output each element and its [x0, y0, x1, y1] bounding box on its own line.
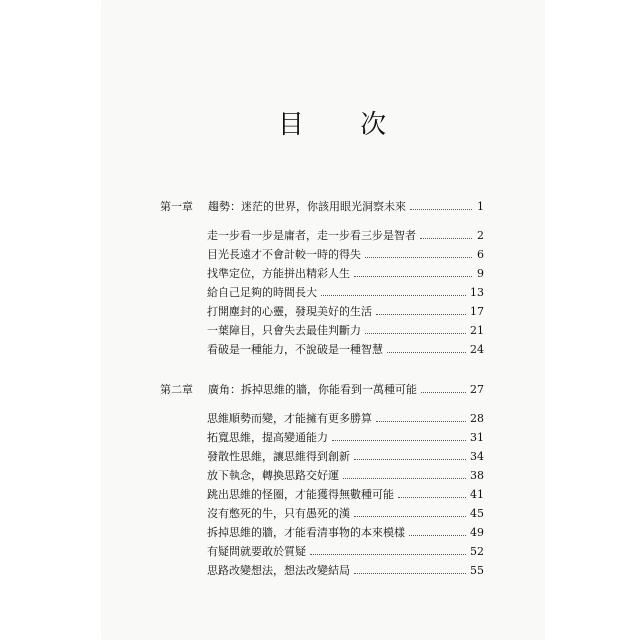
dot-leader — [310, 553, 466, 555]
section-entry — [207, 467, 484, 483]
section-entry — [207, 303, 484, 319]
section-entry — [207, 448, 484, 464]
page-number: 55 — [470, 564, 484, 577]
section-title: 拓寬思維，提高變通能力 — [207, 431, 328, 444]
page-number: 24 — [470, 343, 484, 356]
page-number: 31 — [470, 431, 484, 444]
section-entry — [207, 410, 484, 426]
section-title: 一葉障目，只會失去最佳判斷力 — [207, 324, 361, 337]
page-number: 38 — [470, 469, 484, 482]
dot-leader — [376, 420, 466, 422]
dot-leader — [387, 351, 466, 353]
dot-leader — [410, 208, 472, 210]
dot-leader — [376, 313, 466, 315]
section-entry — [207, 562, 484, 578]
dot-leader — [365, 256, 472, 258]
section-entry — [207, 246, 484, 262]
section-title: 走一步看一步是庸者，走一步看三步是智者 — [207, 229, 416, 242]
page-number: 34 — [470, 450, 484, 463]
page-number: 21 — [470, 324, 484, 337]
chapter-number: 第二章 — [160, 383, 193, 396]
section-title: 看破是一種能力，不說破是一種智慧 — [207, 343, 383, 356]
section-entry — [207, 543, 484, 559]
dot-leader — [354, 572, 466, 574]
section-title: 沒有憋死的牛，只有愚死的漢 — [207, 507, 350, 520]
dot-leader — [409, 534, 466, 536]
dot-leader — [354, 515, 466, 517]
page-number: 27 — [470, 383, 484, 396]
section-title: 目光長遠才不會計較一時的得失 — [207, 248, 361, 261]
page-number: 9 — [477, 267, 484, 280]
section-entry — [207, 322, 484, 338]
page-number: 52 — [470, 545, 484, 558]
chapter-entry — [160, 381, 484, 397]
section-entry — [207, 486, 484, 502]
dot-leader — [421, 391, 466, 393]
dot-leader — [354, 458, 466, 460]
section-title: 思路改變想法，想法改變結局 — [207, 564, 350, 577]
section-entry — [207, 505, 484, 521]
section-title: 有疑問就要敢於質疑 — [207, 545, 306, 558]
section-entry — [207, 429, 484, 445]
chapter-title: 廣角：拆掉思維的牆，你能看到一萬種可能 — [208, 383, 417, 396]
page-number: 13 — [470, 286, 484, 299]
section-title: 找準定位，方能拼出精彩人生 — [207, 267, 350, 280]
dot-leader — [332, 439, 466, 441]
dot-leader — [365, 332, 466, 334]
page-number: 28 — [470, 412, 484, 425]
page-number: 6 — [477, 248, 484, 261]
section-entry — [207, 227, 484, 243]
page-number: 2 — [477, 229, 484, 242]
dot-leader — [420, 237, 472, 239]
dot-leader — [398, 496, 466, 498]
section-title: 思維順勢而變，才能擁有更多勝算 — [207, 412, 372, 425]
chapter-number: 第一章 — [160, 200, 193, 213]
page-title: 目 次 — [277, 110, 411, 140]
section-entry — [207, 524, 484, 540]
section-title: 給自己足夠的時間長大 — [207, 286, 317, 299]
chapter-entry — [160, 198, 484, 214]
section-entry — [207, 341, 484, 357]
dot-leader — [354, 275, 472, 277]
chapter-title: 趨勢：迷茫的世界，你該用眼光洞察未來 — [208, 200, 406, 213]
page-number: 1 — [477, 200, 484, 213]
section-entry — [207, 265, 484, 281]
page-number: 49 — [470, 526, 484, 539]
section-title: 發散性思維，讓思維得到創新 — [207, 450, 350, 463]
section-title: 拆掉思維的牆，才能看清事物的本來模樣 — [207, 526, 405, 539]
page-number: 17 — [470, 305, 484, 318]
section-title: 放下執念，轉換思路交好運 — [207, 469, 339, 482]
section-entry — [207, 284, 484, 300]
section-title: 跳出思維的怪圈，才能獲得無數種可能 — [207, 488, 394, 501]
page-number: 41 — [470, 488, 484, 501]
page-number: 45 — [470, 507, 484, 520]
dot-leader — [343, 477, 466, 479]
section-title: 打開塵封的心靈，發現美好的生活 — [207, 305, 372, 318]
dot-leader — [321, 294, 466, 296]
